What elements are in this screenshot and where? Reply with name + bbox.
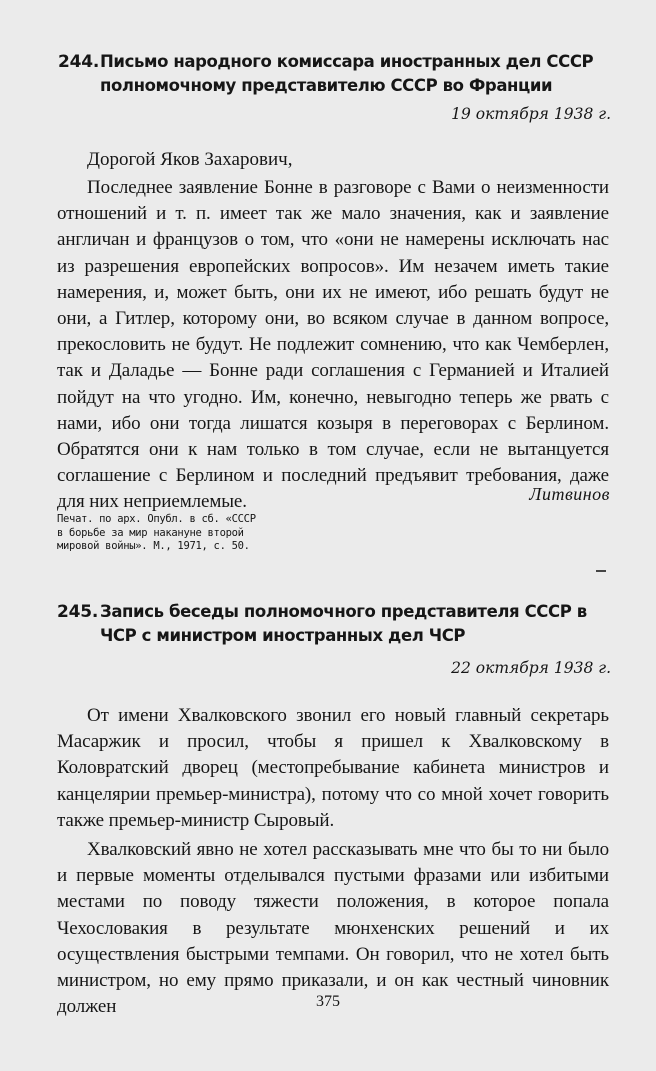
record-body xyxy=(57,703,609,1020)
salutation: Дорогой Яков Захарович, xyxy=(87,149,293,170)
paragraph: Хвалковский явно не хотел рассказывать мне что бы то ни было и первые моменты отделывался пустыми фразами или избитыми местами по поводу тяжести положения, в которое попала Чехословакия в результате мюнхенских решений и их осуществления быстрыми темпами. Он говорил, что не хотел быть министром, но ему прямо приказали, и он как честный чиновник должен xyxy=(57,839,609,1018)
signature: Литвинов xyxy=(529,484,610,504)
doc-number: 244. xyxy=(58,52,100,72)
section-dash xyxy=(596,570,606,572)
letter-body xyxy=(57,175,609,516)
paragraph: Последнее заявление Бонне в разговоре с Вами о неизменности отношений и т. п. имеет так же мало значения, как и заявление англичан и французов о том, что «они не намерены исключать нас из разрешения европейских вопросов». Им незачем иметь такие намерения, и, может быть, они их не имеют, ибо решать будут не они, а Гитлер, которому они, во всяком случае в данном вопросе, прекословить не будут. Не подлежит сомнению, что как Чемберлен, так и Даладье — Бонне ради соглашения с Германией и Италией пойдут на что угодно. Им, конечно, невыгодно теперь же рвать с нами, ибо они тогда лишатся козыря в переговорах с Берлином. Обратятся они к нам только в том случае, если не вытанцуется соглашение с Берлином и последний предъявит требования, даже для них неприемлемые. xyxy=(57,177,609,513)
doc-date: 19 октября 1938 г. xyxy=(451,105,611,123)
source-note: Печат. по арх. Опубл. в сб. «СССР в борьбе за мир накануне второй мировой войны». М., 1971, с. 50. xyxy=(57,513,256,552)
doc-date: 22 октября 1938 г. xyxy=(451,659,611,677)
doc-title: Письмо народного комиссара иностранных дел СССР полномочному представителю СССР во Франции xyxy=(100,52,594,95)
page-number: 375 xyxy=(316,993,340,1010)
doc-title: Запись беседы полномочного представителя СССР в ЧСР с министром иностранных дел ЧСР xyxy=(100,602,587,645)
doc-number: 245. xyxy=(57,602,99,622)
paragraph: От имени Хвалковского звонил его новый главный секретарь Масаржик и просил, чтобы я пришел к Хвалковскому в Коловратский дворец (местопребывание кабинета министров и канцелярии премьер-министра), потому что со мной хочет говорить также премьер-министр Сыровый. xyxy=(57,705,609,831)
